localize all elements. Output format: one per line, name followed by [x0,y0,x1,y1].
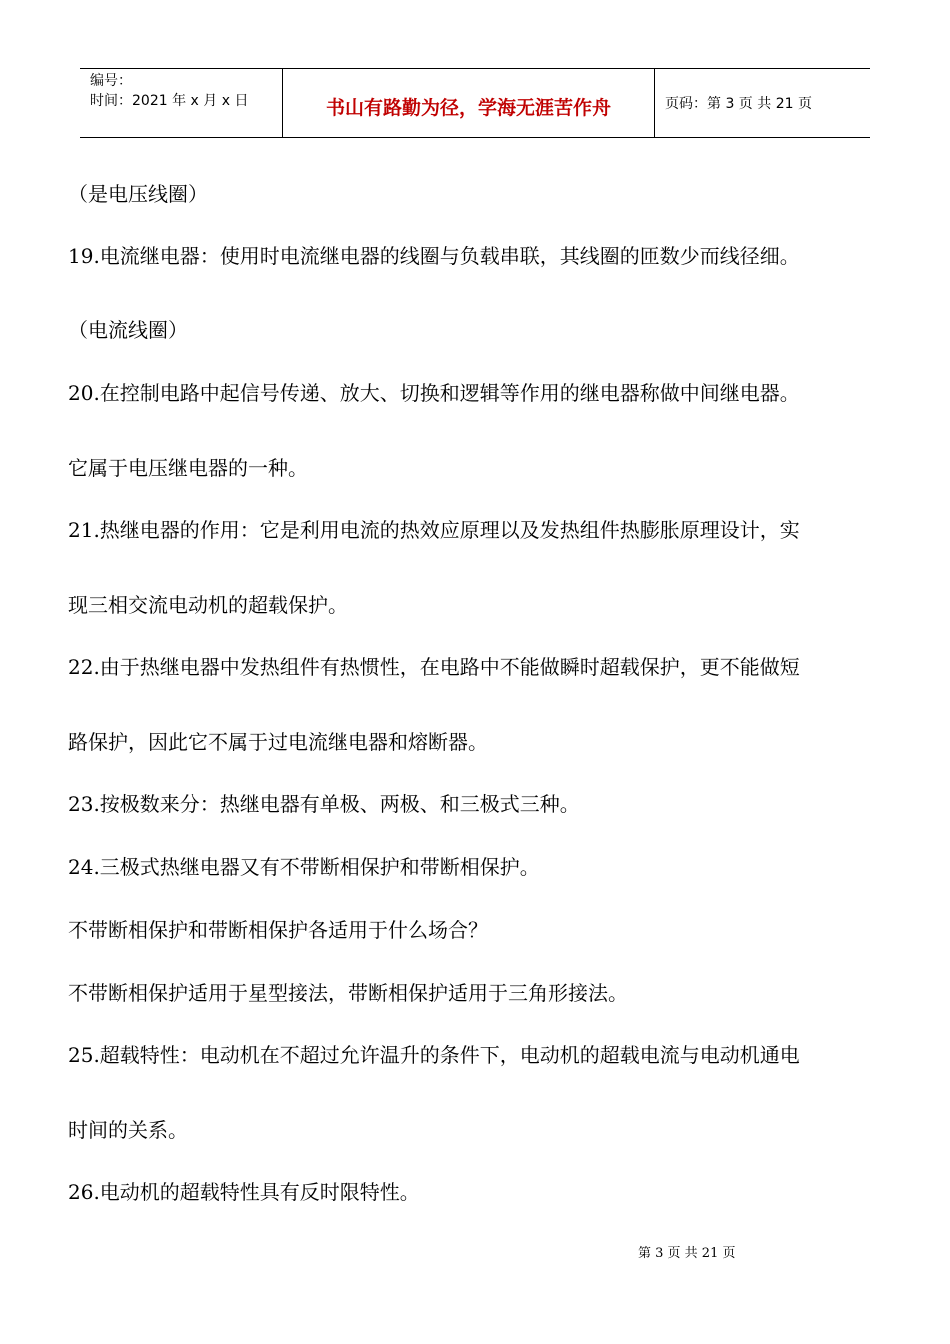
body-line: 它属于电压继电器的一种。 [68,456,308,480]
header-motto-text: 书山有路勤为径，学海无涯苦作舟 [325,96,611,119]
header-page-info-text: 页码：第 3 页 共 21 页 [665,96,812,112]
body-line: 20.在控制电路中起信号传递、放大、切换和逻辑等作用的继电器称做中间继电器。 [68,381,800,405]
body-line: 21.热继电器的作用：它是利用电流的热效应原理以及发热组件热膨胀原理设计，实 [68,518,800,542]
body-line: 24.三极式热继电器又有不带断相保护和带断相保护。 [68,855,540,879]
body-line: 26.电动机的超载特性具有反时限特性。 [68,1180,420,1204]
body-line: 不带断相保护和带断相保护各适用于什么场合？ [68,918,488,942]
body-line: （是电压线圈） [68,182,208,206]
body-line: 23.按极数来分：热继电器有单极、两极、和三极式三种。 [68,792,580,816]
body-line: （电流线圈） [68,318,188,342]
document-header [80,68,870,138]
body-line: 时间的关系。 [68,1118,188,1142]
page-footer: 第 3 页 共 21 页 [638,1246,736,1261]
body-line: 25.超载特性：电动机在不超过允许温升的条件下，电动机的超载电流与电动机通电 [68,1043,800,1067]
body-line: 22.由于热继电器中发热组件有热惯性，在电路中不能做瞬时超载保护，更不能做短 [68,655,800,679]
header-meta [80,69,282,137]
body-line: 路保护，因此它不属于过电流继电器和熔断器。 [68,730,488,754]
header-motto [282,69,655,137]
header-page-info [655,69,870,137]
body-line: 不带断相保护适用于星型接法，带断相保护适用于三角形接法。 [68,981,628,1005]
body-line: 19.电流继电器：使用时电流继电器的线圈与负载串联，其线圈的匝数少而线径细。 [68,244,800,268]
header-date: 时间：2021 年 x 月 x 日 [90,93,249,109]
header-number-label: 编号： [90,73,132,89]
body-line: 现三相交流电动机的超载保护。 [68,593,348,617]
